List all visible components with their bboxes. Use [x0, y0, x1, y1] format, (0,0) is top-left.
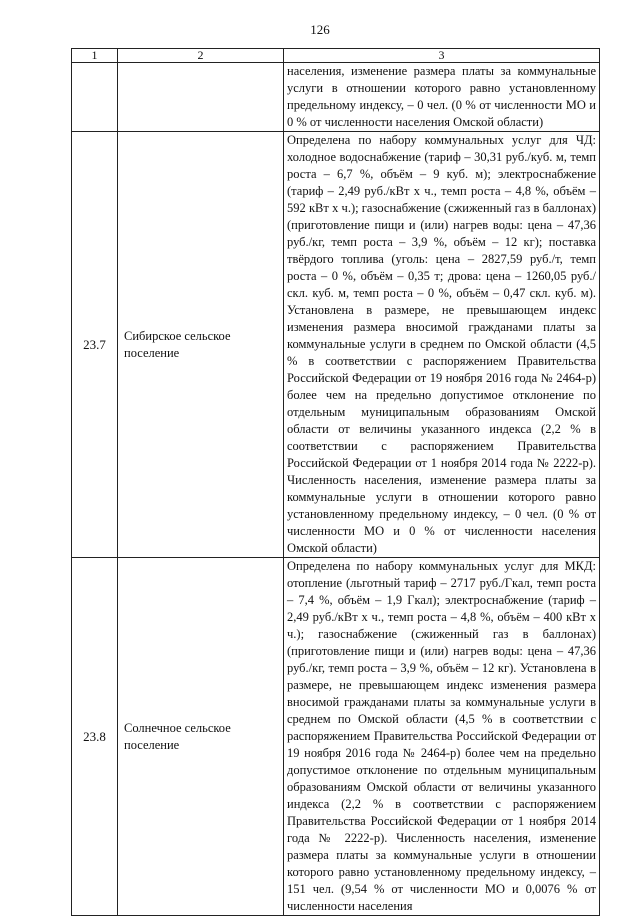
table-row — [72, 132, 600, 558]
table-header-row — [72, 49, 600, 63]
row-description: Определена по набору коммунальных услуг для МКД: отопление (льготный тариф – 2717 руб./Гкал, темп роста – 7,4 %, объём – 1,9 Гкал); электроснабжение (тариф – 2,49 руб./кВт х ч., темп роста – 4,8 %, объём – 400 кВт х ч.); газоснабжение (сжиженный газ в баллонах) (приготовление пищи и (или) нагрев воды: цена – 47,36 руб./кг, темп роста – 3,9 %, объём – 12 кг). Установлена в размере, не превышающем индекс изменения размера вносимой гражданами платы за коммунальные услуги в среднем по Омской области (4,5 % в соответствии с распоряжением Правительства Российской Федерации от 19 ноября 2016 года № 2464-р) более чем на предельно допустимое отклонение по отдельным муниципальным образованиям Омской области от величины указанного индекса (2,2 % в соответствии с распоряжением Правительства Российской Федерации от 1 ноября 2014 года № 2222-р). Численность населения, изменение размера платы за коммунальные услуги в отношении которого равно установленному предельному индексу, – 151 чел. (9,54 % от численности МО и 0,0076 % от численности населения — [284, 558, 600, 916]
settlement-name: Сибирское сельское поселение — [118, 132, 284, 558]
row-number: 23.7 — [72, 132, 118, 558]
document-table — [71, 48, 600, 916]
table-row — [72, 63, 600, 132]
settlement-name: Солнечное сельское поселение — [118, 558, 284, 916]
row-description: Определена по набору коммунальных услуг для ЧД: холодное водоснабжение (тариф – 30,31 руб./куб. м, темп роста – 6,7 %, объём – 9 куб. м); электроснабжение (тариф – 2,49 руб./кВт х ч., темп роста – 4,8 %, объём – 592 кВт х ч.); газоснабжение (сжиженный газ в баллонах) (приготовление пищи и (или) нагрев воды: цена – 47,36 руб./кг, темп роста – 3,9 %, объём – 12 кг); поставка твёрдого топлива (уголь: цена – 2827,59 руб./т, темп роста – 0 %, объём – 0,35 т; дрова: цена – 1260,05 руб./скл. куб. м, темп роста – 0 %, объём – 0,47 скл. куб. м). Установлена в размере, не превышающем индекс изменения размера вносимой гражданами платы за коммунальные услуги в среднем по Омской области (4,5 % в соответствии с распоряжением Правительства Российской Федерации от 19 ноября 2016 года № 2464-р) более чем на предельно допустимое отклонение по отдельным муниципальным образованиям Омской области от величины указанного индекса (2,2 % в соответствии с распоряжением Правительства Российской Федерации от 1 ноября 2014 года № 2222-р). Численность населения, изменение размера платы за коммунальные услуги в отношении которого равно установленному предельному индексу, – 0 чел. (0 % от численности МО и 0 % от численности населения Омской области) — [284, 132, 600, 558]
header-cell-3: 3 — [284, 49, 600, 63]
page-number: 126 — [310, 22, 330, 37]
row-number — [72, 63, 118, 132]
settlement-name — [118, 63, 284, 132]
header-cell-1: 1 — [72, 49, 118, 63]
row-number: 23.8 — [72, 558, 118, 916]
row-description: населения, изменение размера платы за коммунальные услуги в отношении которого равно установленному предельному индексу, – 0 чел. (0 % от численности МО и 0 % от численности населения Омской области) — [284, 63, 600, 132]
table-row — [72, 558, 600, 916]
header-cell-2: 2 — [118, 49, 284, 63]
